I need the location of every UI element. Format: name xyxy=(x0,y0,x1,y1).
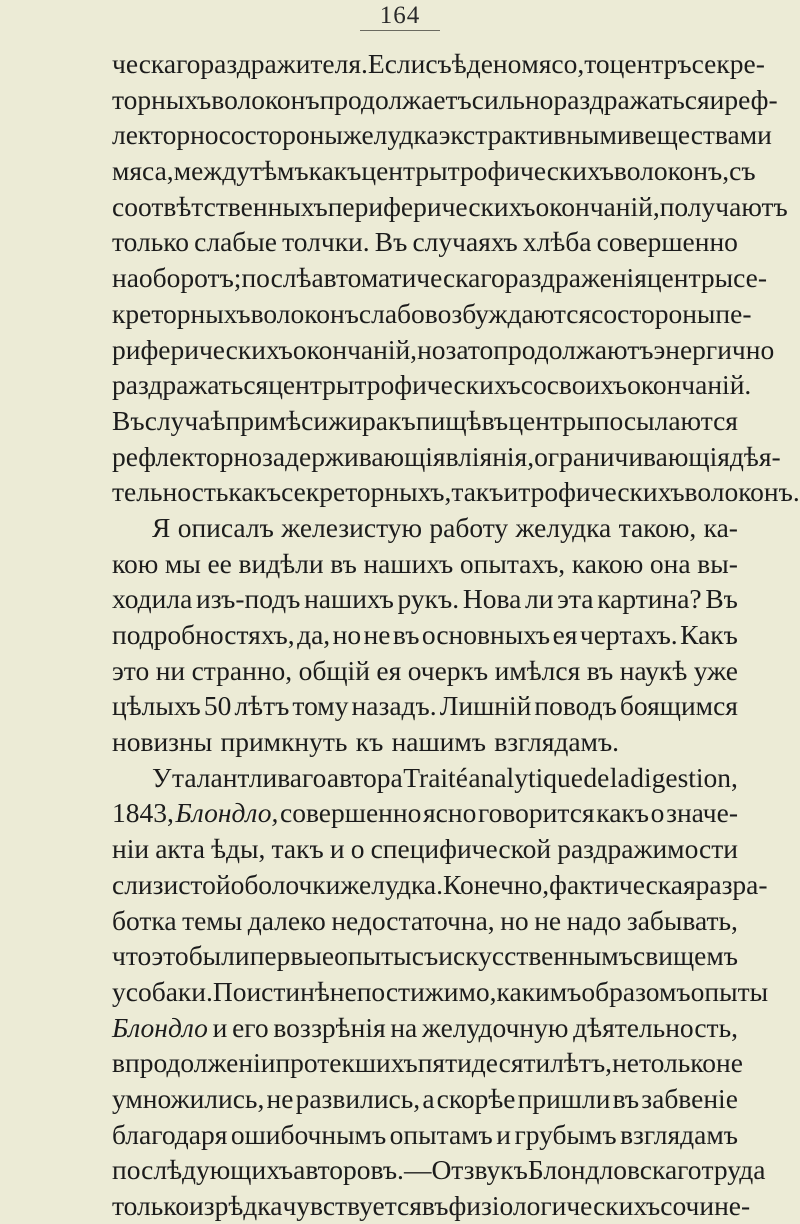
text-word: авторовъ. xyxy=(293,1154,404,1186)
page-number-rule xyxy=(360,30,440,31)
text-word: ее xyxy=(207,547,232,579)
text-word: ческаго xyxy=(112,48,201,79)
text-word: но xyxy=(500,904,529,936)
text-word: въ xyxy=(421,1190,449,1221)
text-word: слабые xyxy=(194,226,277,258)
text-word: центры xyxy=(361,155,448,187)
text-word: примкнуть xyxy=(220,726,348,758)
text-word: своихъ xyxy=(546,369,628,401)
text-word: образомъ xyxy=(581,975,691,1007)
text-word: тѣмъ xyxy=(250,155,309,187)
text-word: Я xyxy=(152,511,171,543)
text-line xyxy=(112,153,756,189)
text-word: эта xyxy=(557,583,594,615)
text-word: и xyxy=(709,83,725,115)
text-word: Въ xyxy=(374,226,408,258)
text-line xyxy=(112,831,738,867)
text-word: раздражаться xyxy=(553,83,710,115)
text-word: ошибочнымъ xyxy=(230,1118,387,1150)
text-word: ни xyxy=(155,654,186,686)
text-word: труда xyxy=(701,1154,766,1186)
text-word: это xyxy=(112,654,150,686)
text-line xyxy=(112,1045,743,1081)
text-word: опытамъ xyxy=(389,1118,493,1150)
text-word: получаютъ xyxy=(659,190,788,222)
text-word: реф- xyxy=(724,83,778,115)
text-line xyxy=(112,617,738,653)
text-word: случаѣ xyxy=(144,404,226,436)
text-word: мяса, xyxy=(112,155,174,187)
text-word: искусственнымъ xyxy=(438,940,633,972)
text-word: свищемъ xyxy=(633,940,738,972)
text-word: Нова xyxy=(462,583,522,615)
text-word: мясо, xyxy=(521,48,585,79)
text-line xyxy=(112,403,738,439)
text-word: поводъ xyxy=(534,690,617,722)
text-word: не xyxy=(534,904,562,936)
text-word: развились, xyxy=(295,1082,421,1114)
text-word: основныхъ xyxy=(421,619,551,650)
text-line xyxy=(112,867,768,903)
text-word: грубымъ xyxy=(514,1118,617,1150)
text-word: въ xyxy=(481,404,509,436)
text-word: со xyxy=(591,297,618,329)
text-word: нашимъ xyxy=(391,726,486,758)
text-word: слабо xyxy=(358,297,425,329)
text-word: разра- xyxy=(695,868,768,900)
text-word: пришли xyxy=(517,1082,611,1114)
text-word: раздражителя. xyxy=(200,48,368,79)
text-word: уже xyxy=(693,654,738,686)
text-word: картина? xyxy=(597,583,702,615)
text-word: трофическихъ xyxy=(447,155,614,187)
text-word: Блондло, xyxy=(175,797,279,829)
text-word: первые xyxy=(249,940,335,972)
text-line xyxy=(112,260,767,296)
text-word: съѣдено xyxy=(425,48,522,79)
text-word: описалъ xyxy=(177,511,274,543)
text-word: продолжаетъ xyxy=(319,83,472,115)
text-line xyxy=(112,1152,766,1188)
text-line xyxy=(112,1188,751,1224)
text-word: хлѣба xyxy=(522,226,592,258)
text-word: креторныхъ xyxy=(112,297,251,329)
text-word: 1843, xyxy=(112,797,174,829)
text-line xyxy=(112,82,778,118)
text-word: пе- xyxy=(715,297,752,329)
text-word: Поистинѣ xyxy=(212,975,330,1007)
text-word: раздраженія xyxy=(504,262,647,294)
text-word: Какъ xyxy=(680,619,738,650)
text-word: лѣтъ, xyxy=(550,1047,613,1079)
text-line xyxy=(112,688,738,724)
text-word: собаки. xyxy=(125,975,213,1007)
body-text xyxy=(112,46,800,1224)
text-line xyxy=(112,46,765,82)
text-word: подробностяхъ, xyxy=(112,619,295,650)
text-word: la xyxy=(609,761,630,793)
text-word: возбуждаются xyxy=(424,297,592,329)
text-line xyxy=(112,1081,738,1117)
text-word: странно, xyxy=(191,654,293,686)
text-word: автоматическаго xyxy=(311,262,505,294)
text-word: на xyxy=(390,1011,418,1043)
text-word: общій xyxy=(298,654,370,686)
text-word: ея xyxy=(552,619,578,650)
text-word: вы- xyxy=(697,547,738,579)
text-word: опытахъ, xyxy=(459,547,566,579)
text-word: съ xyxy=(729,155,756,187)
text-word: надо xyxy=(566,904,622,936)
text-word: взглядамъ xyxy=(620,1118,738,1150)
text-word: ясно xyxy=(423,797,477,829)
text-word: de xyxy=(583,761,610,793)
text-word: не xyxy=(266,1082,294,1114)
text-word: назадъ. xyxy=(351,690,437,722)
text-word: Если xyxy=(367,48,426,79)
text-word: въ xyxy=(612,1082,640,1114)
text-word: послѣ xyxy=(241,262,312,294)
text-word: ка- xyxy=(703,511,738,543)
text-word: лекторно xyxy=(112,119,219,151)
text-line xyxy=(112,903,738,939)
text-word: центръ xyxy=(609,48,692,79)
text-word: рукъ. xyxy=(397,583,460,615)
text-word: тельность xyxy=(112,476,229,508)
text-word: чертахъ. xyxy=(579,619,678,650)
text-word: но xyxy=(417,333,446,365)
text-word: волоконъ. xyxy=(684,476,800,508)
page-number: 164 xyxy=(379,2,421,29)
text-word: нашихъ xyxy=(363,547,454,579)
text-word: со xyxy=(520,369,547,401)
text-word: 50 xyxy=(203,690,232,722)
text-word: стороны xyxy=(244,119,343,151)
text-word: Конечно, xyxy=(442,868,550,900)
text-word: У xyxy=(152,761,172,793)
text-word: digestion, xyxy=(630,761,738,793)
text-line xyxy=(112,546,738,582)
text-word: къ xyxy=(355,726,384,758)
text-word: такъ xyxy=(451,476,504,508)
text-word: раздражимости xyxy=(557,833,738,865)
text-word: сильно xyxy=(471,83,554,115)
text-word: какимъ xyxy=(496,975,582,1007)
text-word: были xyxy=(188,940,250,972)
text-word: такъ xyxy=(271,833,324,865)
text-word: въ xyxy=(586,654,614,686)
text-line xyxy=(112,439,781,475)
text-word: и xyxy=(496,1118,511,1150)
text-word: — xyxy=(403,1154,432,1186)
text-word: что xyxy=(112,940,152,972)
text-word: нашихъ xyxy=(304,583,394,615)
text-word: Въ xyxy=(705,583,738,615)
text-word: вліянія, xyxy=(445,440,535,472)
text-line xyxy=(112,795,738,831)
text-word: опыты xyxy=(334,940,412,972)
text-word: темы xyxy=(182,904,243,936)
text-word: забвеніе xyxy=(641,1082,738,1114)
text-word: между xyxy=(173,155,251,187)
text-word: мы xyxy=(164,547,201,579)
text-word: очеркъ xyxy=(407,654,489,686)
text-word: изрѣдка xyxy=(189,1190,283,1221)
text-word: боящимся xyxy=(619,690,738,722)
text-word: волоконъ, xyxy=(613,155,730,187)
text-word: ботка xyxy=(112,904,177,936)
text-word: забывать, xyxy=(626,904,738,936)
text-word: но xyxy=(332,619,362,650)
text-word: только xyxy=(112,1190,190,1221)
text-line xyxy=(112,974,769,1010)
text-word: говорится xyxy=(478,797,595,829)
text-word: раздражаться xyxy=(112,369,269,401)
text-word: трофическихъ xyxy=(354,369,521,401)
text-word: такою, xyxy=(618,511,697,543)
text-word: талантливаго xyxy=(171,761,327,793)
text-word: да, xyxy=(297,619,331,650)
text-line xyxy=(112,332,775,368)
text-word: опыты xyxy=(690,975,769,1007)
text-word: въ xyxy=(392,619,420,650)
text-word: трофическихъ xyxy=(518,476,685,508)
text-word: какъ xyxy=(596,797,649,829)
text-word: протекшихъ xyxy=(275,1047,418,1079)
text-word: наукѣ xyxy=(619,654,688,686)
text-word: и xyxy=(212,1011,228,1043)
text-word: продолжаютъ xyxy=(493,333,654,365)
text-word: пищѣ xyxy=(415,404,482,436)
text-word: далеко xyxy=(247,904,326,936)
text-word: analytique xyxy=(468,761,583,793)
text-word: Лишній xyxy=(439,690,532,722)
text-word: соотвѣтственныхъ xyxy=(112,190,328,222)
text-word: его xyxy=(232,1011,269,1043)
text-word: секре- xyxy=(691,48,765,79)
text-word: недостаточна, xyxy=(331,904,495,936)
text-word: акта xyxy=(155,833,205,865)
text-word: случаяхъ xyxy=(412,226,518,258)
text-word: чувствуется xyxy=(282,1190,422,1221)
text-word: желудка xyxy=(515,511,612,543)
text-word: ли xyxy=(524,583,554,615)
text-word: умножились, xyxy=(112,1082,265,1114)
text-word: посылаются xyxy=(594,404,738,436)
text-word: желудка. xyxy=(340,868,443,900)
text-word: пятидесяти xyxy=(417,1047,551,1079)
text-word: со xyxy=(218,119,245,151)
text-word: центры xyxy=(268,369,355,401)
text-word: стороны xyxy=(617,297,716,329)
text-word: дѣя- xyxy=(729,440,781,472)
text-word: значе- xyxy=(666,797,738,829)
text-word: специфической xyxy=(370,833,552,865)
text-word: наоборотъ; xyxy=(112,262,242,294)
text-line xyxy=(112,189,788,225)
text-word: центры xyxy=(646,262,734,294)
text-word: волоконъ xyxy=(250,297,359,329)
text-word: цѣлыхъ xyxy=(112,690,201,722)
text-word: железистую xyxy=(281,511,423,543)
text-word: непостижимо, xyxy=(329,975,497,1007)
text-word: рефлекторно xyxy=(112,440,262,472)
text-word: кою xyxy=(112,547,159,579)
text-word: желудка xyxy=(342,119,439,151)
text-word: тому xyxy=(292,690,349,722)
text-word: о xyxy=(350,833,365,865)
text-line xyxy=(112,117,772,153)
text-word: ея xyxy=(376,654,402,686)
text-line xyxy=(112,1010,738,1046)
text-word: не xyxy=(716,1047,743,1079)
text-word: задерживающія xyxy=(261,440,446,472)
text-word: окончаній, xyxy=(535,190,660,222)
text-word: видѣли xyxy=(238,547,324,579)
text-word: се- xyxy=(733,262,767,294)
text-word: работу xyxy=(429,511,509,543)
text-word: не xyxy=(363,619,391,650)
text-word: ніи xyxy=(112,833,150,865)
text-word: толчки. xyxy=(282,226,370,258)
text-word: какъ xyxy=(308,155,362,187)
text-line xyxy=(112,296,752,332)
text-word: желудочную xyxy=(421,1011,569,1043)
text-word: только xyxy=(639,1047,717,1079)
text-word: послѣдующихъ xyxy=(112,1154,294,1186)
text-word: центры xyxy=(508,404,595,436)
text-word: Блондло xyxy=(112,1011,208,1043)
text-word: не xyxy=(612,1047,639,1079)
text-word: сочине- xyxy=(660,1190,751,1221)
text-word: въ xyxy=(330,547,357,579)
text-word: а xyxy=(422,1082,435,1114)
text-word: экстрактивными xyxy=(438,119,632,151)
text-word: зато xyxy=(445,333,494,365)
text-word: совершенно xyxy=(596,226,738,258)
text-word: примѣси xyxy=(225,404,329,436)
text-word: скорѣе xyxy=(436,1082,516,1114)
text-line xyxy=(112,474,800,510)
text-word: лѣтъ xyxy=(234,690,290,722)
text-word: это xyxy=(151,940,189,972)
text-word: энергично xyxy=(653,333,775,365)
text-word: физіологическихъ xyxy=(448,1190,661,1221)
text-word: ограничивающія xyxy=(534,440,730,472)
text-word: впродолженіи xyxy=(112,1047,276,1079)
text-line xyxy=(112,938,738,974)
text-word: изъ-подъ xyxy=(196,583,301,615)
text-word: окончаній, xyxy=(292,333,418,365)
text-word: благодаря xyxy=(112,1118,228,1150)
text-word: имѣлся xyxy=(494,654,581,686)
text-word: оболочки xyxy=(230,868,341,900)
text-word: автора xyxy=(326,761,403,793)
text-word: секреторныхъ, xyxy=(281,476,452,508)
text-word: дѣятельность, xyxy=(573,1011,738,1043)
text-word: ходила xyxy=(112,583,193,615)
text-word: къ xyxy=(388,404,416,436)
text-word: она xyxy=(649,547,691,579)
text-word: торныхъ xyxy=(112,83,212,115)
text-line xyxy=(112,760,738,796)
text-word: у xyxy=(112,975,126,1007)
text-word: воззрѣнія xyxy=(273,1011,386,1043)
text-word: и xyxy=(329,833,345,865)
text-word: слизистой xyxy=(112,868,231,900)
text-word: то xyxy=(584,48,610,79)
text-word: и xyxy=(503,476,519,508)
text-line xyxy=(112,1117,738,1153)
text-word: взглядамъ. xyxy=(494,726,620,758)
text-word: только xyxy=(112,226,190,258)
text-word: Въ xyxy=(112,404,145,436)
text-word: какъ xyxy=(228,476,282,508)
text-word: совершенно xyxy=(280,797,422,829)
text-word: Отзвукъ xyxy=(431,1154,528,1186)
text-word: веществами xyxy=(631,119,772,151)
text-line xyxy=(112,724,738,760)
text-line xyxy=(112,653,738,689)
text-word: периферическихъ xyxy=(327,190,536,222)
text-word: риферическихъ xyxy=(112,333,293,365)
text-word: жира xyxy=(328,404,388,436)
text-line xyxy=(112,510,738,546)
text-line xyxy=(112,367,752,403)
text-word: ѣды, xyxy=(211,833,266,865)
text-word: какою xyxy=(571,547,644,579)
text-word: новизны xyxy=(112,726,213,758)
text-word: окончаній. xyxy=(627,369,752,401)
text-word: Блондловскаго xyxy=(527,1154,702,1186)
text-line xyxy=(112,581,738,617)
text-word: о xyxy=(650,797,665,829)
text-word: Traité xyxy=(403,761,468,793)
text-word: фактическая xyxy=(549,868,696,900)
text-word: съ xyxy=(411,940,439,972)
text-line xyxy=(112,224,738,260)
text-word: волоконъ xyxy=(211,83,320,115)
